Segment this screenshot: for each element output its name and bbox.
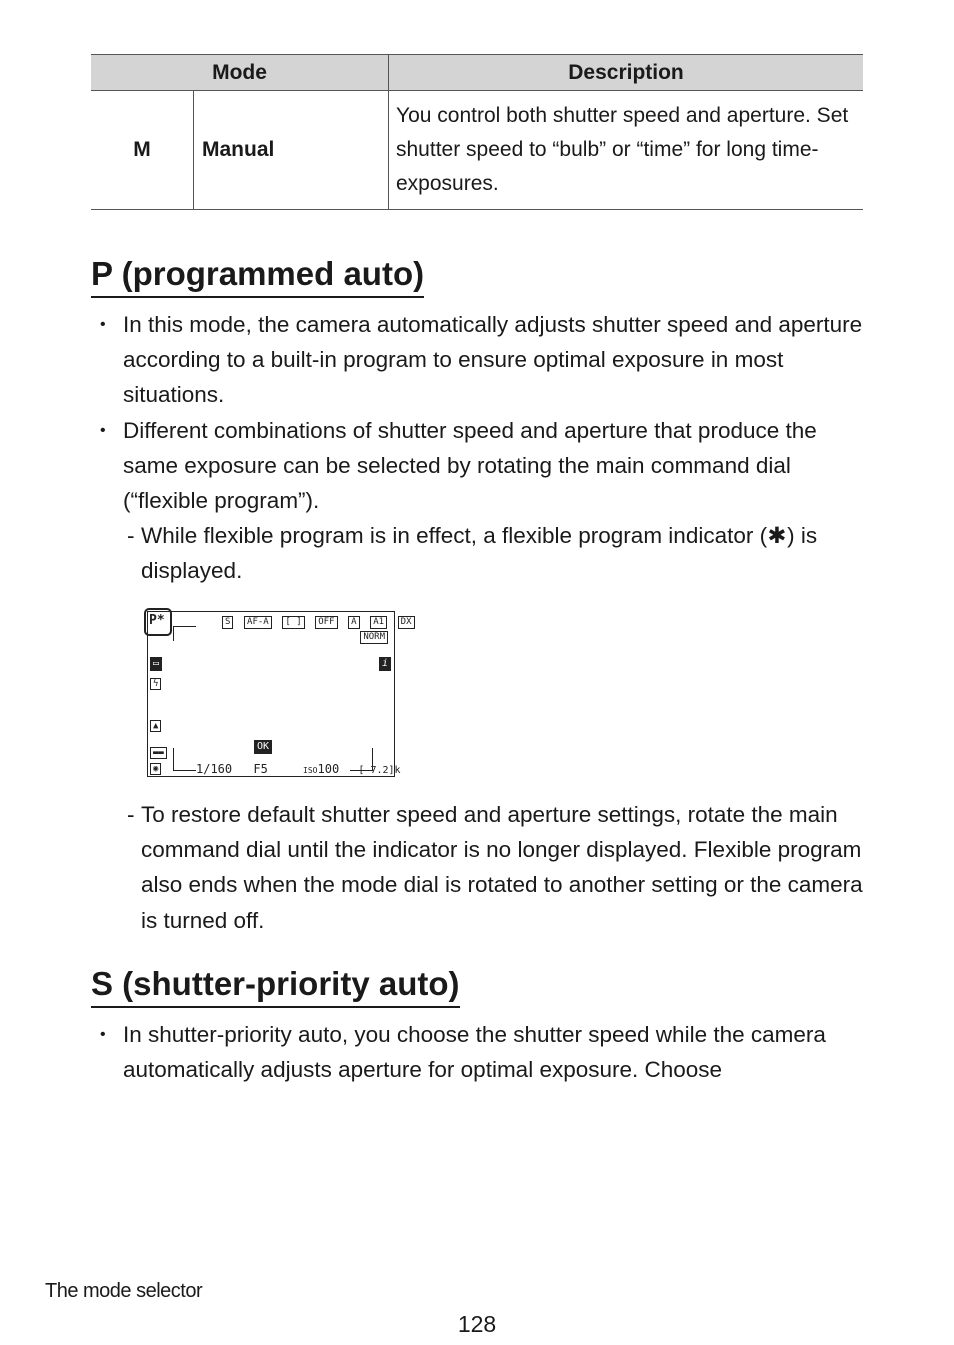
sub-bullet-text <box>141 518 871 588</box>
touch-shutter-icon: ▭ <box>150 657 162 671</box>
header-description: Description <box>389 55 864 91</box>
bullet-marker: • <box>100 1026 106 1043</box>
sub-bullet-after: ) is displayed. <box>141 523 818 584</box>
iso-value: 100 <box>317 762 340 776</box>
image-quality-row <box>360 629 392 644</box>
metering-mode-icon: ◉ <box>150 763 161 775</box>
camera-display-illustration <box>147 611 412 777</box>
image-area-icon: DX <box>398 616 415 629</box>
white-balance-icon: A1 <box>370 616 387 629</box>
image-quality-icon: NORM <box>360 631 388 644</box>
mode-description: You control both shutter speed and aperture. Set shutter speed to “bulb” or “time” for long time-exposures. <box>389 91 864 210</box>
af-area-icon: [ ] <box>282 616 304 629</box>
footer-section-name: The mode selector <box>45 1280 203 1302</box>
iso-label: ISO <box>303 766 318 775</box>
section-heading-p: P (programmed auto) <box>91 254 424 298</box>
shots-remaining: [ 7.2]k <box>358 765 401 776</box>
page-number: 128 <box>457 1311 497 1337</box>
bullet-text: In this mode, the camera automatically adjusts shutter speed and aperture according to a built-in program to ensure optimal exposure in most situations. <box>123 312 863 408</box>
bullet-marker: • <box>100 316 106 333</box>
bullet-marker: • <box>100 422 106 439</box>
table-header-row <box>91 55 863 91</box>
flexible-program-icon: ✱ <box>767 523 787 548</box>
metering-icon: A <box>348 616 359 629</box>
bluetooth-icon: ▲ <box>150 720 161 732</box>
shooting-mode-indicator: P* <box>149 613 165 628</box>
af-frame-corner <box>173 626 196 641</box>
mode-letter: M <box>91 91 194 210</box>
mode-name: Manual <box>194 91 389 210</box>
dash-marker: - <box>127 523 135 548</box>
flash-icon: ϟ <box>150 678 161 690</box>
ok-button-icon: OK <box>254 740 272 754</box>
top-status-row <box>222 614 419 629</box>
bottom-exposure-row <box>196 762 401 776</box>
sub-bullet-text: To restore default shutter speed and aperture settings, rotate the main command dial until the indicator is no longer displayed. Flexible program also ends when the mode dial is rotated to another setting or the camera is turned off. <box>141 802 863 933</box>
focus-mode-icon: AF-A <box>244 616 272 629</box>
sub-bullet-before: While flexible program is in effect, a flexible program indicator ( <box>141 523 768 548</box>
dash-marker: - <box>127 802 135 827</box>
info-icon: i <box>379 657 391 671</box>
shutter-speed-value: 1/160 <box>196 762 233 776</box>
af-frame-corner <box>173 748 196 771</box>
aperture-value: F5 <box>253 762 268 776</box>
bullet-text: Different combinations of shutter speed and aperture that produce the same exposure can be selected by rotating the main command dial (“flexible program”). <box>123 418 817 514</box>
vr-icon: OFF <box>315 616 337 629</box>
mode-table <box>91 54 863 210</box>
header-mode: Mode <box>91 55 389 91</box>
bullet-text: In shutter-priority auto, you choose the shutter speed while the camera automatically adjusts aperture for optimal exposure. Choose <box>123 1022 826 1083</box>
table-row <box>91 91 863 210</box>
release-mode-icon: S <box>222 616 233 629</box>
battery-icon: ▬▬ <box>150 747 167 759</box>
section-heading-s: S (shutter-priority auto) <box>91 964 460 1008</box>
